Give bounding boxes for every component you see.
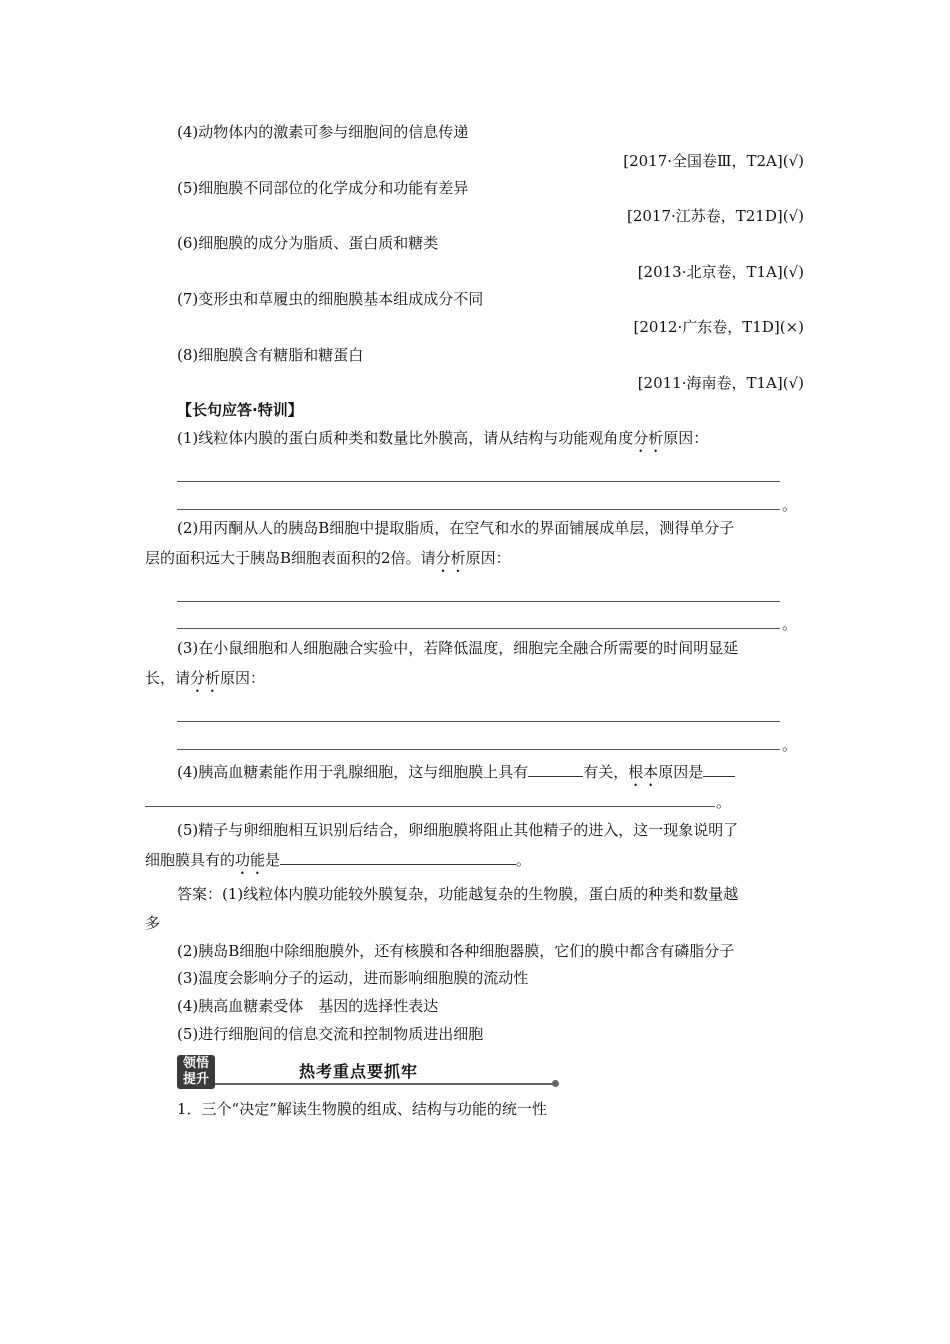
period: 。	[716, 793, 732, 811]
question-2-text: 层的面积远大于胰岛B细胞表面积的2倍。请	[145, 549, 436, 567]
judgment-item-7: (7)变形虫和草履虫的细胞膜基本组成成分不同	[177, 290, 484, 308]
answer-line[interactable]	[177, 628, 780, 629]
emphasis-analyze: 分析	[435, 549, 466, 567]
answer-4: (4)胰高血糖素受体 基因的选择性表达	[177, 997, 439, 1015]
answer-3: (3)温度会影响分子的运动，进而影响细胞膜的流动性	[177, 969, 529, 987]
judgment-item-8: (8)细胞膜含有糖脂和糖蛋白	[177, 346, 364, 364]
fill-blank[interactable]	[280, 850, 516, 865]
badge-bottom-text: 提升	[182, 1072, 209, 1087]
fill-blank[interactable]	[528, 762, 583, 777]
question-5-text: 细胞膜具有的	[145, 851, 236, 869]
question-2-tail: 原因：	[465, 549, 511, 567]
question-3-tail: 原因：	[220, 669, 266, 687]
judgment-source-6: [2013·北京卷，T1A](√)	[637, 263, 804, 281]
judgment-source-4: [2017·全国卷Ⅲ，T2A](√)	[623, 152, 804, 170]
question-3-line-2	[145, 668, 265, 696]
key-point-1: 1．三个“决定”解读生物膜的组成、结构与功能的统一性	[177, 1100, 547, 1118]
emphasis-function: 功能	[235, 851, 266, 869]
judgment-item-5: (5)细胞膜不同部位的化学成分和功能有差异	[177, 179, 469, 197]
question-4-mid: 有关，	[583, 763, 629, 781]
judgment-source-5: [2017·江苏卷，T21D](√)	[626, 207, 804, 225]
answer-line[interactable]	[177, 509, 780, 510]
question-3-text: 长，请	[145, 669, 191, 687]
banner-title: 热考重点要抓牢	[299, 1062, 419, 1081]
emphasis-analyze: 分析	[633, 429, 664, 447]
judgment-item-4: (4)动物体内的激素可参与细胞间的信息传递	[177, 123, 469, 141]
banner-badge	[177, 1055, 215, 1089]
question-2-line-1: (2)用丙酮从人的胰岛B细胞中提取脂质，在空气和水的界面铺展成单层，测得单分子	[177, 519, 735, 537]
answer-line[interactable]	[145, 806, 715, 807]
answer-line[interactable]	[177, 721, 780, 722]
answer-line[interactable]	[177, 749, 780, 750]
question-2-line-2	[145, 548, 511, 576]
judgment-source-7: [2012·广东卷，T1D](×)	[633, 318, 804, 336]
fill-blank[interactable]	[703, 762, 735, 777]
answer-line[interactable]	[177, 481, 780, 482]
emphasis-analyze: 分析	[190, 669, 221, 687]
period: 。	[782, 736, 798, 754]
banner-end-dot	[552, 1080, 559, 1087]
emphasis-fundamental: 根本	[628, 763, 659, 781]
question-5-line-2	[145, 850, 531, 878]
question-1	[177, 428, 708, 456]
question-3-line-1: (3)在小鼠细胞和人细胞融合实验中，若降低温度，细胞完全融合所需要的时间明显延	[177, 639, 739, 657]
section-heading: 【长句应答·特训】	[177, 401, 303, 419]
answer-1-line-2: 多	[145, 914, 161, 932]
section-banner	[177, 1055, 562, 1089]
judgment-source-8: [2011·海南卷，T1A](√)	[637, 374, 804, 392]
badge-top-text: 领悟	[182, 1056, 209, 1071]
answer-5: (5)进行细胞间的信息交流和控制物质进出细胞	[177, 1025, 484, 1043]
question-5-line-1: (5)精子与卵细胞相互识别后结合，卵细胞膜将阻止其他精子的进入，这一现象说明了	[177, 821, 739, 839]
question-1-tail: 原因：	[663, 429, 709, 447]
period: 。	[782, 615, 798, 633]
question-4	[177, 762, 735, 790]
question-5-tail: 是	[265, 851, 281, 869]
question-4-tail: 原因是	[658, 763, 704, 781]
question-1-text: (1)线粒体内膜的蛋白质种类和数量比外膜高，请从结构与功能观角度	[177, 429, 634, 447]
banner-rule	[215, 1083, 555, 1085]
question-4-text: (4)胰高血糖素能作用于乳腺细胞，这与细胞膜上具有	[177, 763, 529, 781]
period: 。	[782, 496, 798, 514]
answer-line[interactable]	[177, 601, 780, 602]
period: 。	[516, 851, 532, 869]
judgment-item-6: (6)细胞膜的成分为脂质、蛋白质和糖类	[177, 234, 439, 252]
answer-2: (2)胰岛B细胞中除细胞膜外，还有核膜和各种细胞器膜，它们的膜中都含有磷脂分子	[177, 942, 735, 960]
answer-1-line-1: 答案：(1)线粒体内膜功能较外膜复杂，功能越复杂的生物膜，蛋白质的种类和数量越	[177, 885, 739, 903]
